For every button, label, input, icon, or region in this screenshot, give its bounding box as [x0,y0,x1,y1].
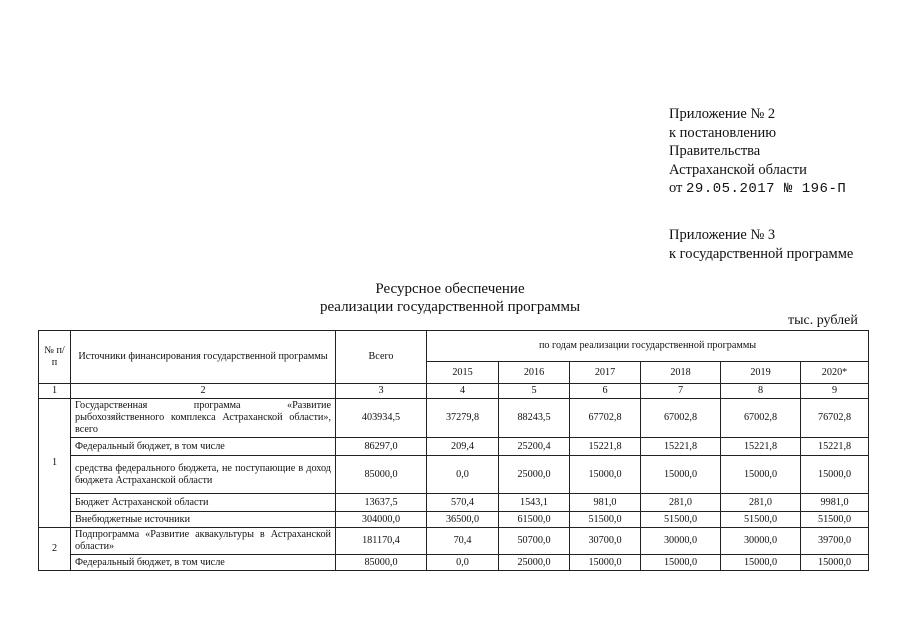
total-cell: 304000,0 [336,512,427,528]
year-value-cell: 570,4 [427,494,499,512]
source-label: Подпрограмма «Развитие аквакультуры в Астраханской области» [71,528,336,555]
source-label: Федеральный бюджет, в том числе [71,438,336,456]
year-value-cell: 25000,0 [499,456,570,494]
column-number-row [39,384,869,399]
year-value-cell: 15000,0 [721,456,801,494]
year-value-cell: 30700,0 [570,528,641,555]
year-value-cell: 51500,0 [801,512,869,528]
year-value-cell: 9981,0 [801,494,869,512]
table-row [39,494,869,512]
year-value-cell: 25200,4 [499,438,570,456]
year-value-cell: 39700,0 [801,528,869,555]
year-value-cell: 15000,0 [570,555,641,571]
year-value-cell: 61500,0 [499,512,570,528]
appendix-2-line: к постановлению [669,124,777,141]
appendix-2-date-line [669,179,846,199]
year-value-cell: 76702,8 [801,399,869,438]
column-number: 7 [641,384,721,399]
source-label: Федеральный бюджет, в том числе [71,555,336,571]
table-row [39,456,869,494]
header-by-years: по годам реализации государственной программы [427,331,869,362]
table-row [39,512,869,528]
table-row [39,399,869,438]
total-cell: 86297,0 [336,438,427,456]
appendix-2-line: Приложение № 2 [669,106,776,122]
header-year: 2019 [721,362,801,384]
total-cell: 403934,5 [336,399,427,438]
resource-table [38,330,869,571]
year-value-cell: 67702,8 [570,399,641,438]
year-value-cell: 51500,0 [570,512,641,528]
year-value-cell: 209,4 [427,438,499,456]
header-num: № п/п [39,331,71,384]
date-prefix: от [669,180,683,196]
year-value-cell: 50700,0 [499,528,570,555]
year-value-cell: 51500,0 [641,512,721,528]
table-row [39,438,869,456]
year-value-cell: 15221,8 [801,438,869,456]
column-number: 1 [39,384,71,399]
column-number: 5 [499,384,570,399]
total-cell: 13637,5 [336,494,427,512]
source-label: Бюджет Астраханской области [71,494,336,512]
appendix-2-block [669,105,846,199]
column-number: 3 [336,384,427,399]
year-value-cell: 37279,8 [427,399,499,438]
column-number: 8 [721,384,801,399]
year-value-cell: 15221,8 [570,438,641,456]
column-number: 9 [801,384,869,399]
document-title [230,280,670,316]
row-number: 2 [39,528,71,571]
header-year: 2015 [427,362,499,384]
row-number: 1 [39,399,71,528]
year-value-cell: 0,0 [427,456,499,494]
table-row [39,528,869,555]
title-line-1: Ресурсное обеспечение [375,281,525,297]
year-value-cell: 67002,8 [721,399,801,438]
year-value-cell: 51500,0 [721,512,801,528]
year-value-cell: 15000,0 [570,456,641,494]
header-year: 2016 [499,362,570,384]
year-value-cell: 70,4 [427,528,499,555]
resolution-date-number: 29.05.2017 № 196-П [686,181,847,197]
year-value-cell: 30000,0 [721,528,801,555]
year-value-cell: 281,0 [641,494,721,512]
header-total: Всего [336,331,427,384]
year-value-cell: 15221,8 [721,438,801,456]
year-value-cell: 88243,5 [499,399,570,438]
header-source: Источники финансирования государственной программы [71,331,336,384]
header-year: 2017 [570,362,641,384]
year-value-cell: 0,0 [427,555,499,571]
table-row [39,555,869,571]
year-value-cell: 15221,8 [641,438,721,456]
header-year: 2020* [801,362,869,384]
appendix-2-line: Правительства [669,143,761,159]
appendix-3-line: к государственной программе [669,245,854,262]
total-cell: 181170,4 [336,528,427,555]
header-year: 2018 [641,362,721,384]
year-value-cell: 281,0 [721,494,801,512]
appendix-3-block [669,226,853,263]
appendix-2-line: Астраханской области [669,161,807,178]
year-value-cell: 67002,8 [641,399,721,438]
year-value-cell: 36500,0 [427,512,499,528]
title-line-2: реализации государственной программы [319,299,581,315]
year-value-cell: 15000,0 [641,456,721,494]
column-number: 4 [427,384,499,399]
column-number: 6 [570,384,641,399]
units-label: тыс. рублей [788,313,858,328]
year-value-cell: 30000,0 [641,528,721,555]
column-number: 2 [71,384,336,399]
source-label: Внебюджетные источники [71,512,336,528]
year-value-cell: 15000,0 [801,555,869,571]
source-label: Государственная программа «Развитие рыбохозяйственного комплекса Астраханской области», всего [71,399,336,438]
year-value-cell: 15000,0 [801,456,869,494]
year-value-cell: 15000,0 [721,555,801,571]
year-value-cell: 15000,0 [641,555,721,571]
year-value-cell: 25000,0 [499,555,570,571]
year-value-cell: 1543,1 [499,494,570,512]
source-label: средства федерального бюджета, не поступающие в доход бюджета Астраханской области [71,456,336,494]
appendix-3-line: Приложение № 3 [669,227,776,243]
total-cell: 85000,0 [336,555,427,571]
total-cell: 85000,0 [336,456,427,494]
year-value-cell: 981,0 [570,494,641,512]
